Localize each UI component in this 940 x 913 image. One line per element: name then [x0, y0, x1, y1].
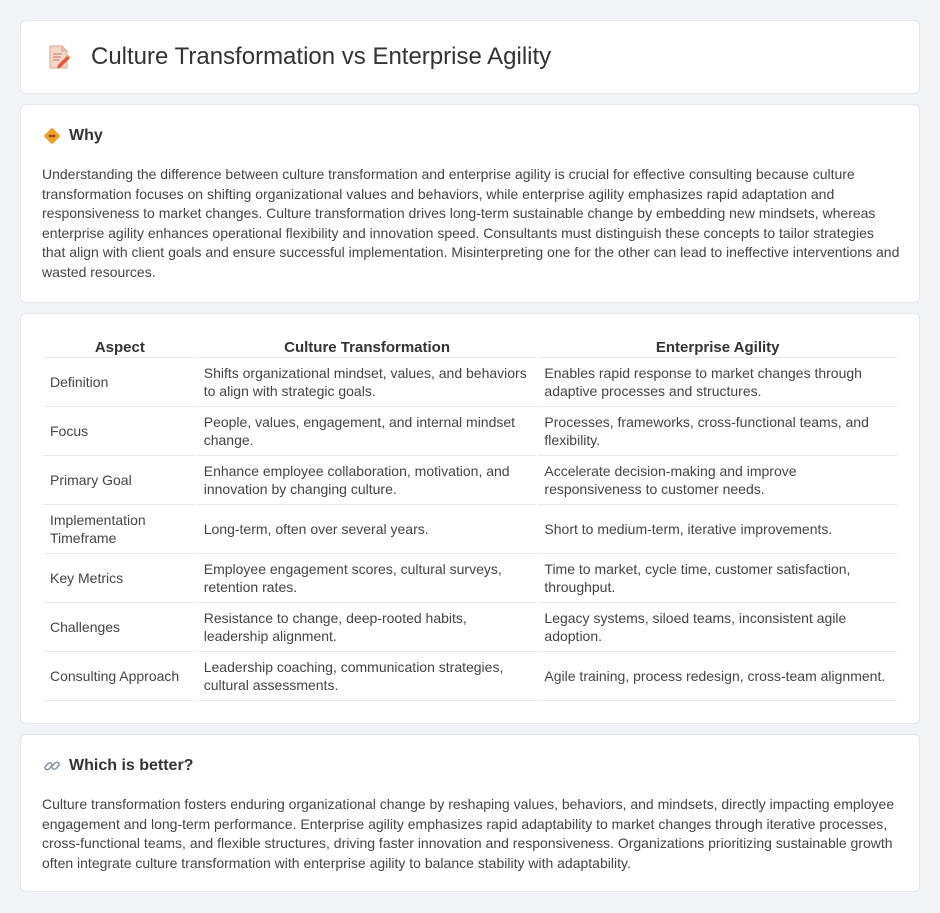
row-aspect: Implementation Timeframe: [44, 505, 196, 554]
table-row: [44, 505, 897, 554]
why-heading: Why: [69, 127, 103, 144]
header-enterprise-agility: Enterprise Agility: [538, 336, 897, 358]
page-title: Culture Transformation vs Enterprise Agility: [91, 43, 552, 70]
row-aspect: Definition: [44, 358, 196, 407]
row-culture-value: Shifts organizational mindset, values, and behaviors to align with strategic goals.: [198, 358, 537, 407]
row-agility-value: Accelerate decision-making and improve responsiveness to customer needs.: [538, 456, 897, 505]
header-culture-transformation: Culture Transformation: [198, 336, 537, 358]
table-header-row: [44, 336, 897, 358]
better-heading: Which is better?: [69, 757, 194, 774]
comparison-table: [42, 336, 899, 701]
table-row: [44, 603, 897, 652]
header-aspect: Aspect: [44, 336, 196, 358]
which-is-better-section: [20, 734, 920, 892]
table-row: [44, 652, 897, 701]
row-agility-value: Processes, frameworks, cross-functional teams, and flexibility.: [538, 407, 897, 456]
row-aspect: Focus: [44, 407, 196, 456]
header-card: [20, 20, 920, 94]
row-culture-value: Employee engagement scores, cultural surveys, retention rates.: [198, 554, 537, 603]
table-row: [44, 407, 897, 456]
row-culture-value: Long-term, often over several years.: [198, 505, 537, 554]
why-text: Understanding the difference between culture transformation and enterprise agility is crucial for effective consulting because culture transformation focuses on shifting organizational values and behaviors, while enterprise agility emphasizes rapid adaptation and responsiveness to market changes. Culture transformation drives long-term sustainable change by embedding new mindsets, whereas enterprise agility enhances operational flexibility and innovation speed. Consultants must distinguish these concepts to tailor strategies that align with client goals and ensure successful implementation. Misinterpreting one for the other can lead to ineffective interventions and wasted resources.: [42, 166, 900, 280]
row-culture-value: Enhance employee collaboration, motivation, and innovation by changing culture.: [198, 456, 537, 505]
document-pen-icon: [47, 44, 71, 70]
row-culture-value: Resistance to change, deep-rooted habits, leadership alignment.: [198, 603, 537, 652]
row-aspect: Primary Goal: [44, 456, 196, 505]
row-agility-value: Enables rapid response to market changes through adaptive processes and structures.: [538, 358, 897, 407]
table-row: [44, 554, 897, 603]
row-agility-value: Agile training, process redesign, cross-team alignment.: [538, 652, 897, 701]
row-aspect: Challenges: [44, 603, 196, 652]
diamond-arrows-icon: [43, 127, 61, 145]
table-row: [44, 456, 897, 505]
row-agility-value: Short to medium-term, iterative improvements.: [538, 505, 897, 554]
better-text: Culture transformation fosters enduring organizational change by reshaping values, behaviors, and mindsets, directly impacting employee engagement and long-term performance. Enterprise agility emphasizes rapid adaptability to market changes through iterative processes, cross-functional teams, and flexible structures, driving faster innovation and responsiveness. Organizations prioritizing sustainable growth often integrate culture transformation with enterprise agility to balance stability with adaptability.: [42, 796, 895, 871]
comparison-section: [20, 313, 920, 724]
row-agility-value: Time to market, cycle time, customer satisfaction, throughput.: [538, 554, 897, 603]
row-agility-value: Legacy systems, siloed teams, inconsistent agile adoption.: [538, 603, 897, 652]
row-culture-value: Leadership coaching, communication strategies, cultural assessments.: [198, 652, 537, 701]
table-row: [44, 358, 897, 407]
row-culture-value: People, values, engagement, and internal mindset change.: [198, 407, 537, 456]
why-section: [20, 104, 920, 303]
link-icon: [43, 757, 61, 775]
row-aspect: Consulting Approach: [44, 652, 196, 701]
row-aspect: Key Metrics: [44, 554, 196, 603]
